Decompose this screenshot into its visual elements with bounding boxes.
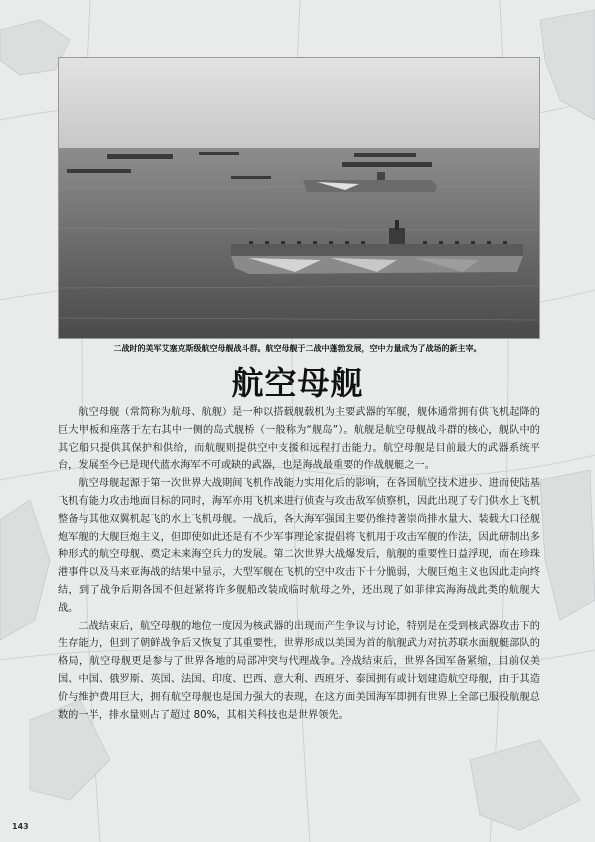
- page-number: 143: [12, 822, 29, 831]
- photo-caption: 二战时的美军艾塞克斯级航空母舰战斗群。航空母舰于二战中蓬勃发展，空中力量成为了战场的新主宰。: [113, 344, 482, 353]
- article-title: 航空母舰: [231, 364, 364, 402]
- paragraph: 二战结束后，航空母舰的地位一度因为核武器的出现而产生争议与讨论，特别是在受到核武器攻击下的生存能力，但到了朝鲜战争后又恢复了其重要性，世界形成以美国为首的航舰武力对抗苏联水面舰艇部队的格局，航空母舰更是参与了世界各地的局部冲突与代理战争。冷战结束后，世界各国军备紧缩，目前仅美国、中国、俄罗斯、英国、法国、印度、巴西、意大利、西班牙、泰国拥有或计划建造航空母舰，由于其造价与维护费用巨大，拥有航空母舰也是国力强大的表现，在这方面美国海军即拥有世界上全部已服役航舰总数的一半，排水量则占了超过 80%，其相关科技也是世界领先。: [58, 620, 540, 721]
- aircraft-carrier-fleet-photo: [58, 57, 540, 339]
- paragraph: 航空母舰起源于第一次世界大战期间飞机作战能力实用化后的影响，在各国航空技术进步、进而使陆基飞机有能力攻击地面目标的同时，海军亦用飞机来进行侦查与攻击敌军侦察机，因此出现了专门供水上飞机整备与其他双翼机起飞的水上飞机母舰。一战后，各大海军强国主要仍维持著崇尚排水量大、装载大口径舰炮军舰的大舰巨炮主义，但即使如此还是有不少军事理论家提倡将飞机用于攻击军舰的作法，因此研制出多种形式的航空母舰、奠定未来海空兵力的发展。第二次世界大战爆发后，航舰的重要性日益浮现，而在珍珠港事件以及马来亚海战的结果中显示，大型军舰在飞机的空中攻击下十分脆弱，大舰巨炮主义也因此走向终结，到了战争后期各国不但赶紧将许多舰船改装成临时航母之外，还出现了如菲律宾海海战此类的航舰大战。: [58, 478, 540, 614]
- article-body: [58, 404, 540, 724]
- paragraph: 航空母舰（常简称为航母、航舰）是一种以搭载舰载机为主要武器的军舰，舰体通常拥有供飞机起降的巨大甲板和座落于左右其中一侧的岛式舰桥（一般称为“舰岛”）。航舰是航空母舰战斗群的核心，舰队中的其它船只提供其保护和供给，而航舰则提供空中支援和远程打击能力。航空母舰是目前最大的武器系统平台，发展至今已是现代蓝水海军不可或缺的武器，也是海战最重要的作战舰艇之一。: [58, 407, 540, 472]
